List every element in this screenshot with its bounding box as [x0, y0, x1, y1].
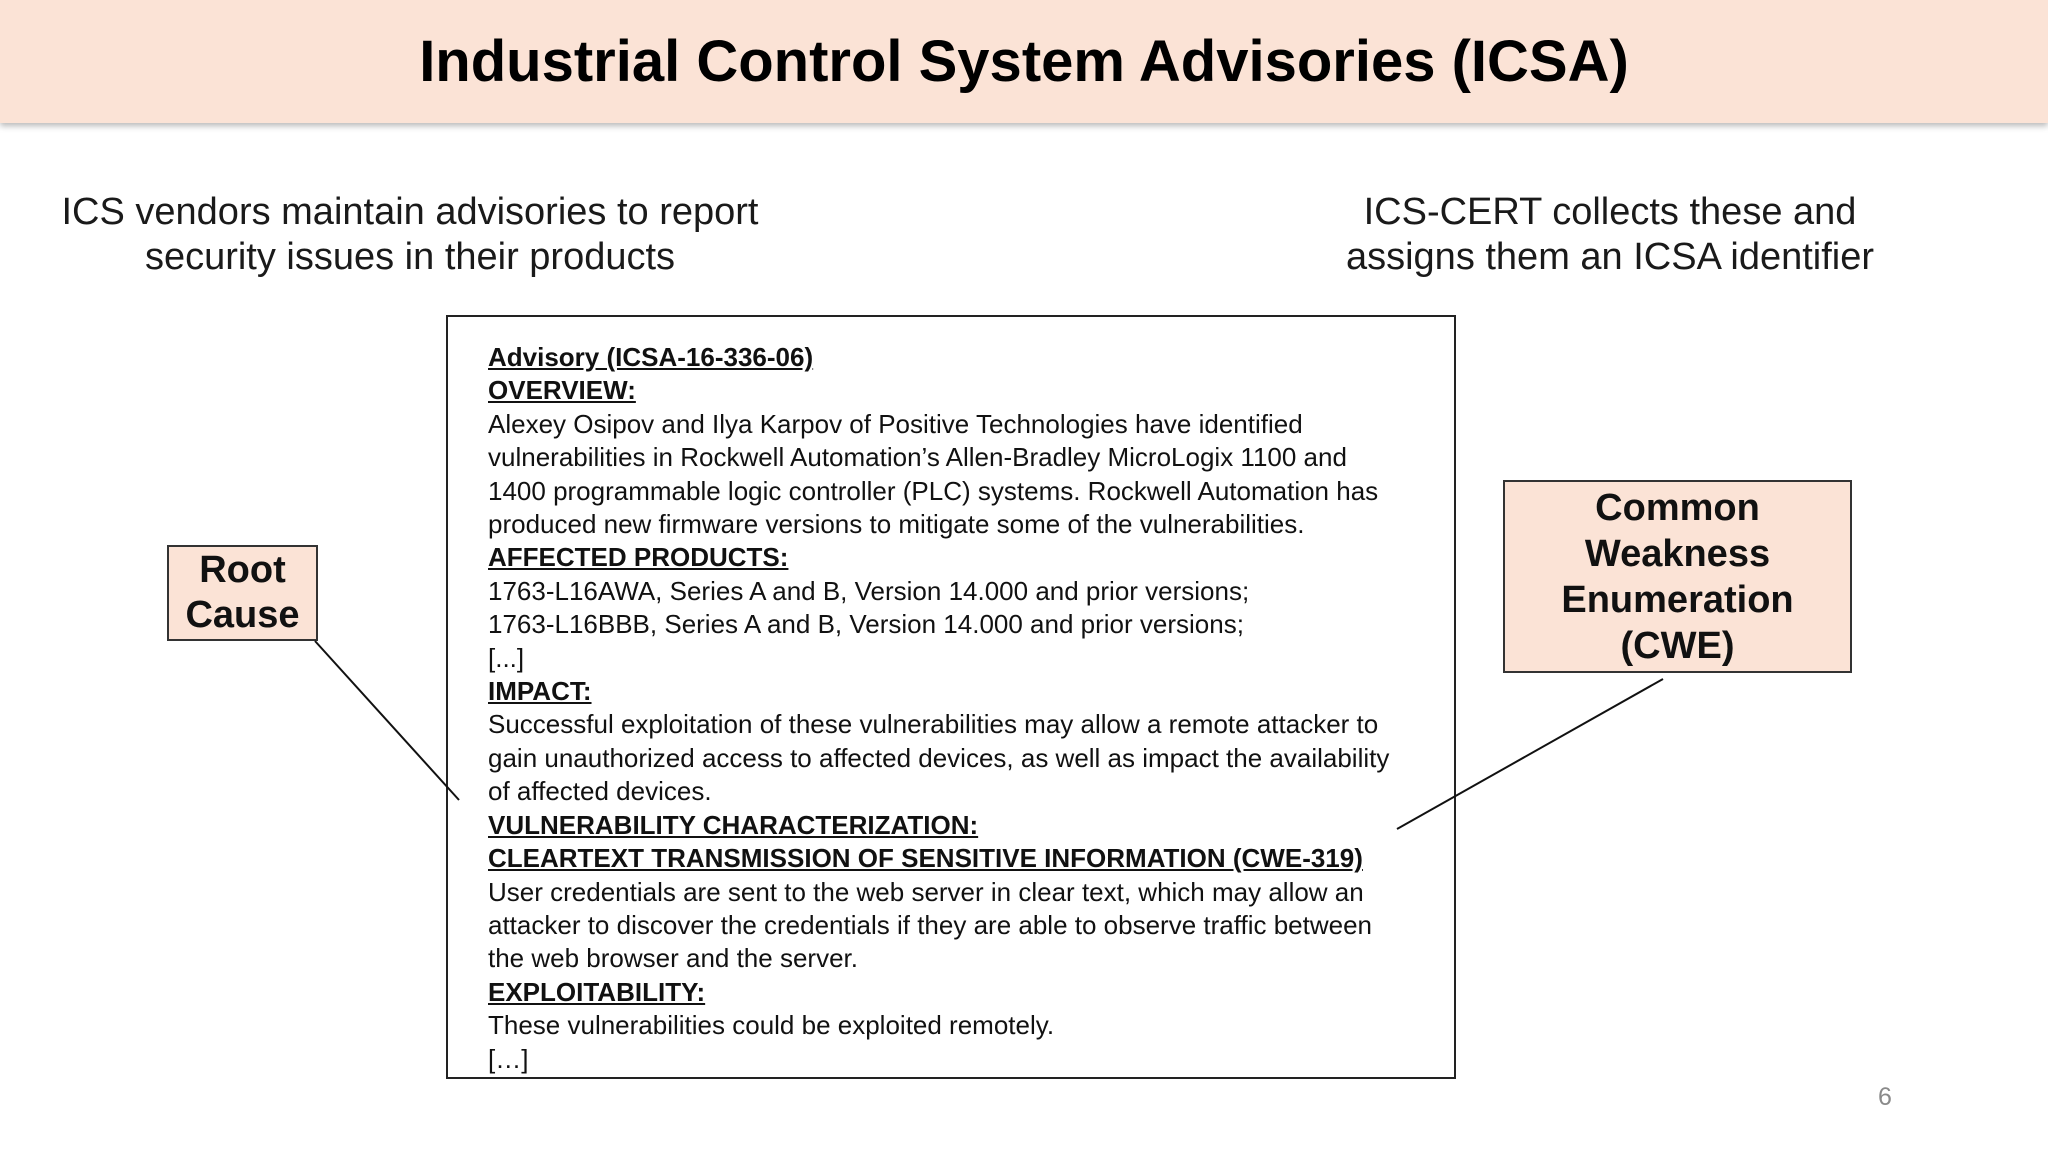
root-cause-connector: [315, 641, 459, 800]
advisory-box: [446, 315, 1456, 1079]
cwe-callout-line: Enumeration: [1561, 578, 1794, 621]
affected-line: 1763-L16BBB, Series A and B, Version 14.000 and prior versions;: [488, 609, 1244, 640]
impact-line: gain unauthorized access to affected devices, as well as impact the availability: [488, 742, 1390, 773]
cwe-callout-line: Weakness: [1584, 532, 1771, 575]
cwe-label: CLEARTEXT TRANSMISSION OF SENSITIVE INFORMATION (CWE-319): [488, 843, 1363, 874]
overview-line: vulnerabilities in Rockwell Automation’s Allen-Bradley MicroLogix 1100 and: [488, 442, 1347, 473]
root-cause-line: Cause: [185, 594, 300, 636]
root-cause-line: Root: [199, 549, 286, 591]
cwe-callout-line: Common: [1595, 486, 1760, 529]
overview-line: produced new firmware versions to mitigate some of the vulnerabilities.: [488, 509, 1305, 540]
exploit-line: These vulnerabilities could be exploited remotely.: [488, 1010, 1055, 1041]
caption-right: [1300, 190, 1920, 280]
caption-left-line: security issues in their products: [144, 236, 676, 278]
overview-label: OVERVIEW:: [488, 375, 636, 406]
cwe-callout-line: (CWE): [1620, 624, 1735, 667]
caption-left: [40, 190, 780, 280]
slide-title: Industrial Control System Advisories (ICSA): [419, 29, 1629, 94]
page-number: 6: [1878, 1083, 1892, 1111]
impact-line: Successful exploitation of these vulnerabilities may allow a remote attacker to: [488, 709, 1379, 740]
vulnerability-label: VULNERABILITY CHARACTERIZATION:: [488, 809, 979, 840]
caption-right-line: assigns them an ICSA identifier: [1345, 236, 1875, 278]
overview-line: Alexey Osipov and Ilya Karpov of Positive Technologies have identified: [488, 408, 1303, 439]
title-bar: [0, 0, 2048, 123]
affected-line: 1763-L16AWA, Series A and B, Version 14.000 and prior versions;: [488, 575, 1250, 606]
affected-line: [...]: [488, 642, 525, 673]
cwe-line: User credentials are sent to the web server in clear text, which may allow an: [488, 876, 1364, 907]
impact-line: of affected devices.: [488, 776, 712, 807]
cwe-line: attacker to discover the credentials if they are able to observe traffic between: [488, 909, 1372, 940]
cwe-line: the web browser and the server.: [488, 943, 858, 974]
affected-products-label: AFFECTED PRODUCTS:: [488, 542, 789, 573]
cwe-callout: [1503, 480, 1852, 673]
root-cause-callout: [167, 545, 318, 641]
caption-right-line: ICS-CERT collects these and: [1363, 191, 1857, 233]
impact-label: IMPACT:: [488, 676, 592, 707]
exploitability-label: EXPLOITABILITY:: [488, 976, 706, 1007]
exploit-line: […]: [488, 1043, 529, 1074]
caption-left-line: ICS vendors maintain advisories to report: [61, 191, 759, 233]
overview-line: 1400 programmable logic controller (PLC) systems. Rockwell Automation has: [488, 475, 1379, 506]
advisory-heading: Advisory (ICSA-16-336-06): [488, 342, 814, 372]
